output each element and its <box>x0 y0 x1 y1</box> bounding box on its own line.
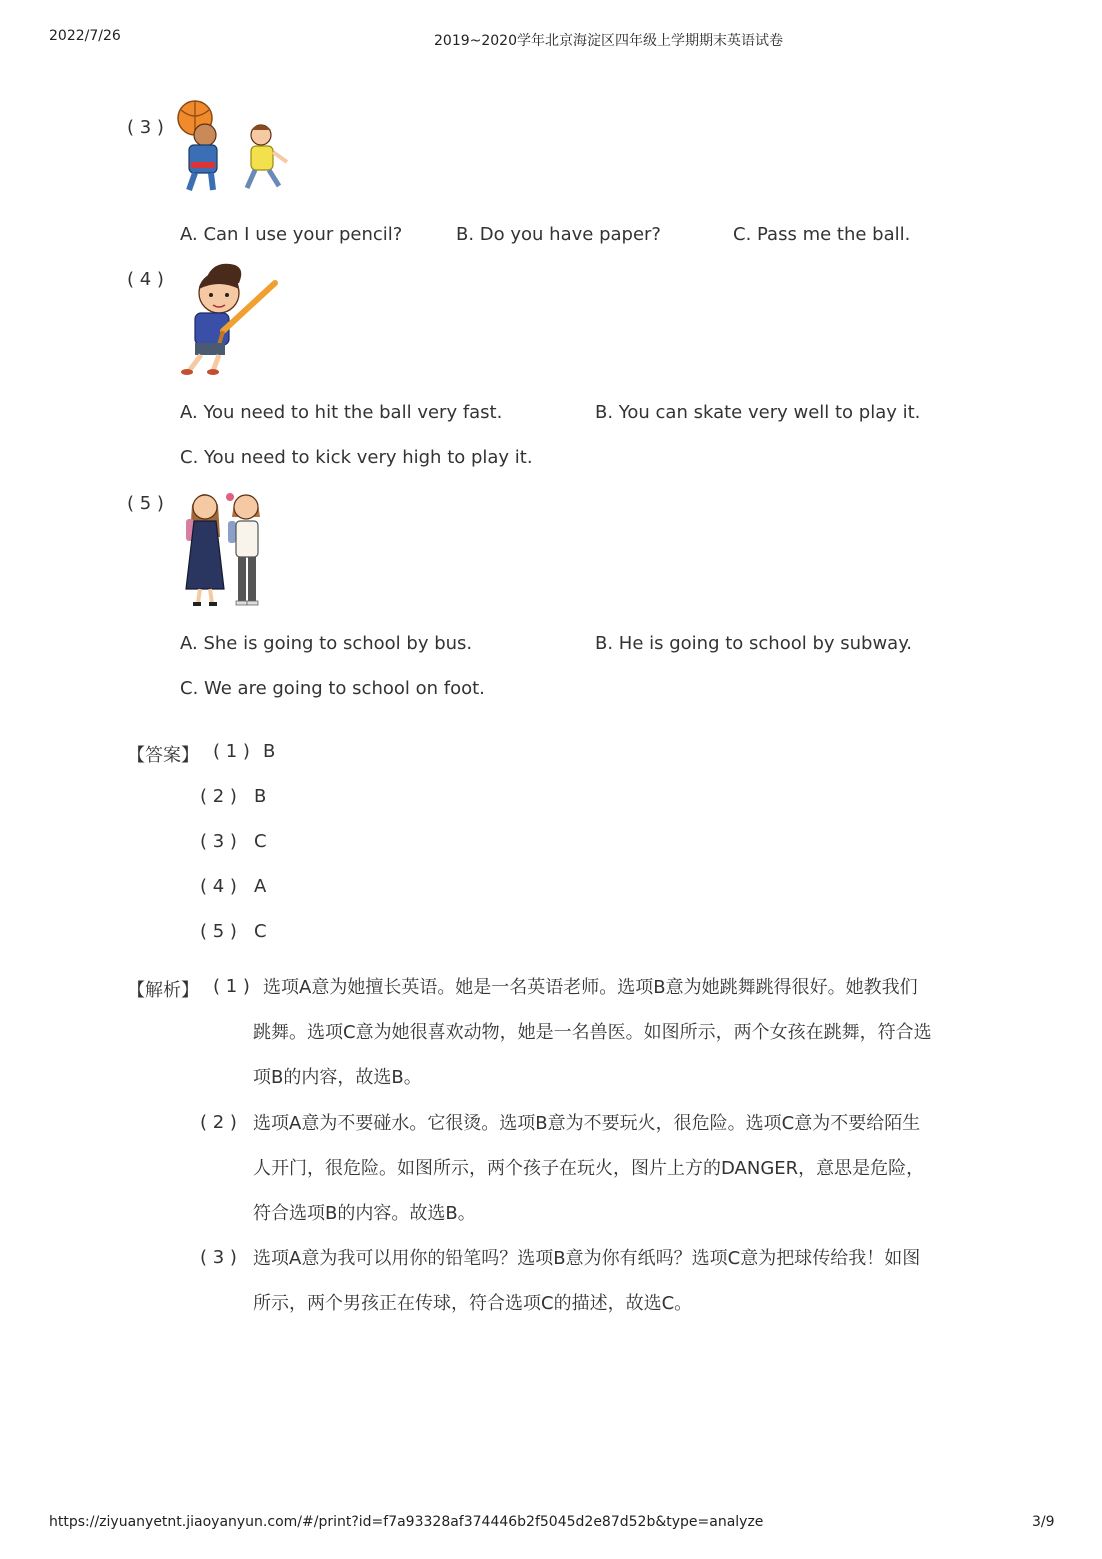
document-title: 2019~2020学年北京海淀区四年级上学期期末英语试卷 <box>434 33 783 49</box>
question-4-option-a: A. You need to hit the ball very fast. <box>180 402 503 423</box>
analysis-item-2-line-2: 人开门，很危险。如图所示，两个孩子在玩火，图片上方的DANGER，意思是危险， <box>253 1158 925 1179</box>
question-4-option-c: C. You need to kick very high to play it. <box>180 447 533 468</box>
answer-item-1-value: B <box>263 741 276 762</box>
analysis-item-1-line-3: 项B的内容，故选B。 <box>253 1067 422 1088</box>
analysis-item-2-line-1: 选项A意为不要碰水。它很烫。选项B意为不要玩火，很危险。选项C意为不要给陌生 <box>253 1113 921 1134</box>
analysis-item-2-line-3: 符合选项B的内容。故选B。 <box>253 1203 476 1224</box>
answer-item-1-number: ( 1 ) <box>213 741 250 762</box>
answer-item-3-value: C <box>254 831 267 852</box>
question-4-illustration <box>175 255 285 377</box>
analysis-item-1-line-1: 选项A意为她擅长英语。她是一名英语老师。选项B意为她跳舞跳得很好。她教我们 <box>263 977 918 998</box>
question-number-4: ( 4 ) <box>127 269 164 290</box>
print-date: 2022/7/26 <box>49 28 121 44</box>
footer-url: https://ziyuanyetnt.jiaoyanyun.com/#/print?id=f7a93328af374446b2f5045d2e87d52b&type=analyze <box>49 1514 764 1530</box>
question-3-option-b: B. Do you have paper? <box>456 224 661 245</box>
analysis-item-3-line-2: 所示，两个男孩正在传球，符合选项C的描述，故选C。 <box>253 1293 693 1314</box>
page-number: 3/9 <box>1032 1514 1055 1530</box>
question-number-3: ( 3 ) <box>127 117 164 138</box>
answer-item-4-number: ( 4 ) <box>200 876 237 897</box>
question-number-5: ( 5 ) <box>127 493 164 514</box>
answer-item-5-number: ( 5 ) <box>200 921 237 942</box>
analysis-item-1-number: ( 1 ) <box>213 976 250 997</box>
question-3-option-c: C. Pass me the ball. <box>733 224 911 245</box>
answer-item-5-value: C <box>254 921 267 942</box>
analysis-label: 【解析】 <box>127 980 199 1001</box>
analysis-item-3-number: ( 3 ) <box>200 1247 237 1268</box>
question-5-option-c: C. We are going to school on foot. <box>180 678 485 699</box>
answer-item-2-number: ( 2 ) <box>200 786 237 807</box>
question-3-illustration <box>175 100 295 195</box>
answer-label: 【答案】 <box>127 745 199 766</box>
analysis-item-2-number: ( 2 ) <box>200 1112 237 1133</box>
question-3-option-a: A. Can I use your pencil? <box>180 224 403 245</box>
question-4-option-b: B. You can skate very well to play it. <box>595 402 921 423</box>
question-5-illustration <box>178 485 274 609</box>
analysis-item-3-line-1: 选项A意为我可以用你的铅笔吗？选项B意为你有纸吗？选项C意为把球传给我！如图 <box>253 1248 921 1269</box>
answer-item-2-value: B <box>254 786 267 807</box>
question-5-option-a: A. She is going to school by bus. <box>180 633 473 654</box>
answer-item-4-value: A <box>254 876 267 897</box>
analysis-item-1-line-2: 跳舞。选项C意为她很喜欢动物，她是一名兽医。如图所示，两个女孩在跳舞，符合选 <box>253 1022 932 1043</box>
question-5-option-b: B. He is going to school by subway. <box>595 633 913 654</box>
answer-item-3-number: ( 3 ) <box>200 831 237 852</box>
